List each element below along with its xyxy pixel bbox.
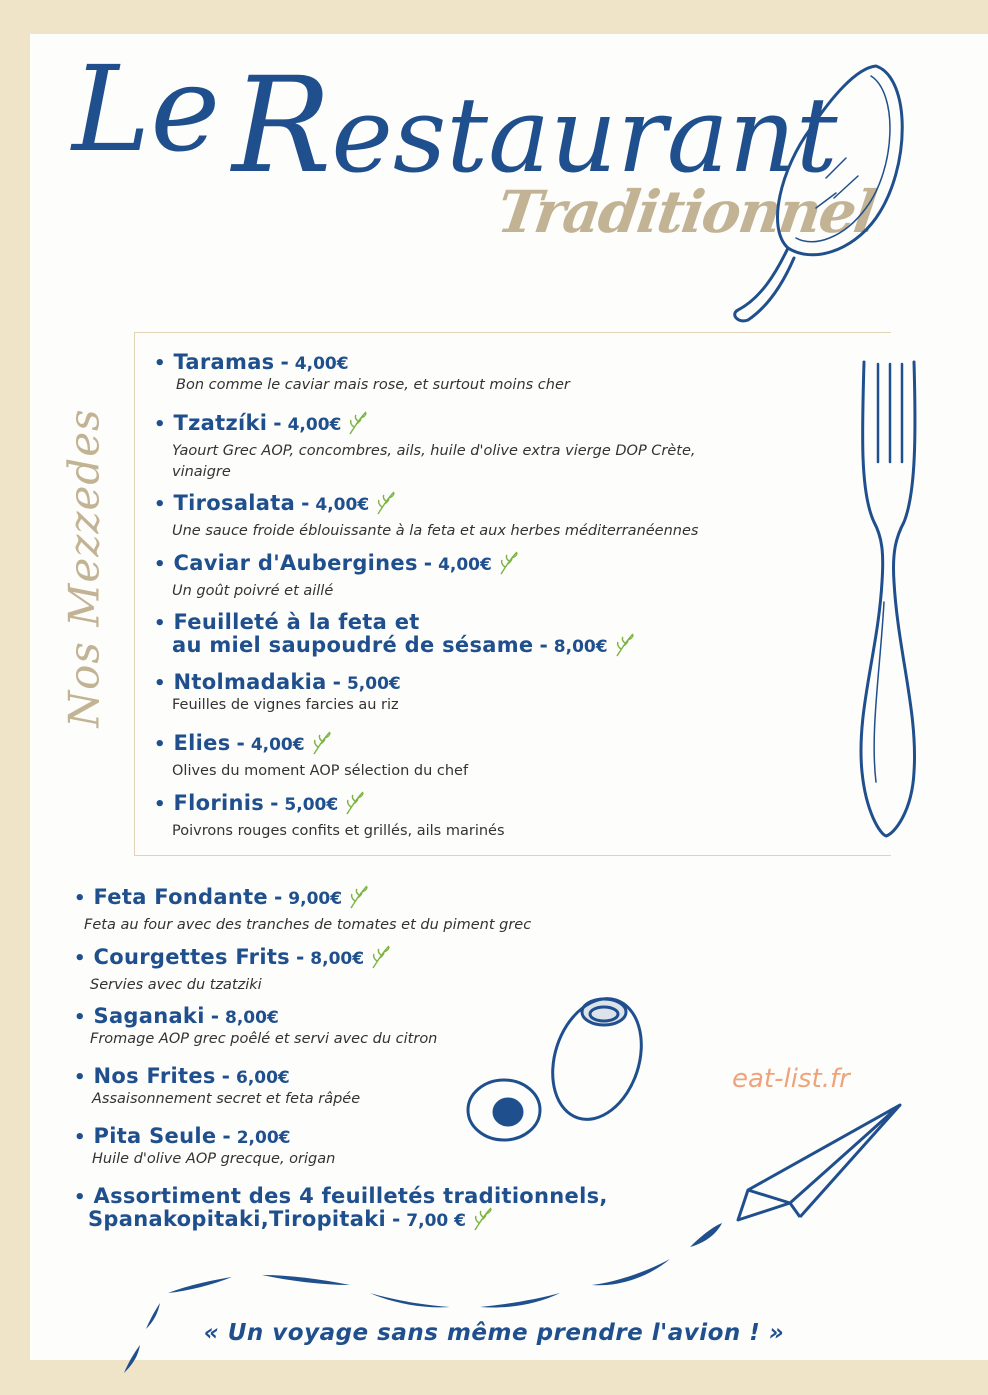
- item-name-cont: Spanakopitaki,Tiropitaki: [88, 1207, 386, 1231]
- item-name: Taramas: [173, 350, 275, 374]
- paper-plane-illustration: [0, 1095, 988, 1395]
- item-name: Saganaki: [93, 1004, 205, 1028]
- bullet: •: [154, 353, 166, 374]
- item-description: Huile d'olive AOP grecque, origan: [92, 1151, 336, 1167]
- menu-item: [154, 610, 636, 662]
- item-description-cont: vinaigre: [172, 464, 231, 480]
- menu-item: [154, 410, 696, 482]
- item-description: Feta au four avec des tranches de tomates et du piment grec: [84, 917, 532, 933]
- item-description: Olives du moment AOP sélection du chef: [172, 763, 469, 779]
- dash: -: [270, 791, 279, 815]
- vegetarian-leaf-icon: [344, 790, 366, 820]
- spoon-illustration: [726, 58, 916, 328]
- item-name: Feta Fondante: [93, 885, 268, 909]
- dash: -: [222, 1124, 231, 1148]
- subtitle-traditionnel: Traditionnel: [493, 178, 880, 246]
- bullet: •: [74, 1187, 86, 1208]
- item-price: 7,00 €: [406, 1211, 466, 1231]
- item-description: Bon comme le caviar mais rose, et surtout moins cher: [176, 377, 570, 393]
- menu-item: [154, 730, 468, 781]
- item-price: 4,00€: [250, 735, 305, 755]
- bullet: •: [154, 734, 166, 755]
- bullet: •: [154, 414, 166, 435]
- item-name: Nos Frites: [93, 1064, 216, 1088]
- tagline: « Un voyage sans même prendre l'avion ! »: [203, 1320, 785, 1346]
- item-price: 8,00€: [225, 1008, 279, 1028]
- bullet: •: [154, 554, 166, 575]
- menu-item: [154, 670, 401, 715]
- dash: -: [210, 1004, 220, 1028]
- vegetarian-leaf-icon: [375, 490, 397, 520]
- item-name: Florinis: [173, 791, 265, 815]
- item-description: Fromage AOP grec poêlé et servi avec du citron: [90, 1031, 438, 1047]
- title-restaurant-rest: estaurant: [331, 74, 838, 196]
- menu-item: [74, 884, 531, 935]
- menu-item: [154, 550, 520, 601]
- item-price: 5,00€: [284, 795, 339, 815]
- title-le: Le: [72, 40, 221, 178]
- dash: -: [332, 670, 341, 694]
- item-name: Feuilleté à la feta et: [173, 610, 420, 634]
- vegetarian-leaf-icon: [370, 944, 392, 974]
- bullet: •: [154, 794, 166, 815]
- section-label-mezzedes: Nos Mezzedes: [59, 408, 109, 728]
- item-name: Ntolmadakia: [173, 670, 327, 694]
- dash: -: [236, 731, 245, 755]
- watermark-eat-list: eat-list.fr: [732, 1064, 850, 1094]
- bullet: •: [74, 888, 86, 909]
- item-name: Tzatzíki: [173, 411, 268, 435]
- vegetarian-leaf-icon: [498, 550, 520, 580]
- item-name-cont: au miel saupoudré de sésame: [172, 633, 534, 657]
- item-description: Assaisonnement secret et feta râpée: [92, 1091, 361, 1107]
- bullet: •: [74, 1127, 86, 1148]
- item-price: 6,00€: [235, 1068, 290, 1088]
- dash: -: [539, 633, 548, 657]
- menu-item: [154, 790, 505, 841]
- item-description: Poivrons rouges confits et grillés, ails marinés: [172, 823, 505, 839]
- item-name: Assortiment des 4 feuilletés traditionnels,: [93, 1184, 608, 1208]
- item-name: Courgettes Frits: [93, 945, 290, 969]
- vegetarian-leaf-icon: [348, 884, 370, 914]
- item-price: 5,00€: [346, 674, 401, 694]
- menu-item: [74, 1004, 437, 1049]
- menu-item: [154, 350, 570, 395]
- dash: -: [273, 885, 283, 909]
- item-description: Un goût poivré et aillé: [172, 583, 334, 599]
- item-description: Feuilles de vignes farcies au riz: [172, 697, 399, 713]
- item-price: 2,00€: [236, 1128, 291, 1148]
- bullet: •: [74, 1007, 86, 1028]
- bullet: •: [74, 948, 86, 969]
- menu-item: [154, 490, 698, 541]
- item-price: 4,00€: [287, 415, 342, 435]
- item-name: Pita Seule: [93, 1124, 217, 1148]
- dash: -: [273, 411, 282, 435]
- item-price: 9,00€: [288, 889, 343, 909]
- bullet: •: [154, 673, 166, 694]
- dash: -: [221, 1064, 230, 1088]
- bullet: •: [74, 1067, 86, 1088]
- item-price: 4,00€: [294, 354, 349, 374]
- item-description: Servies avec du tzatziki: [90, 977, 262, 993]
- dash: -: [391, 1207, 401, 1231]
- dash: -: [301, 491, 310, 515]
- vegetarian-leaf-icon: [347, 410, 369, 440]
- item-name: Elies: [173, 731, 231, 755]
- bullet: •: [154, 494, 166, 515]
- vegetarian-leaf-icon: [311, 730, 333, 760]
- item-name: Caviar d'Aubergines: [173, 551, 418, 575]
- item-name: Tirosalata: [173, 491, 296, 515]
- item-price: 4,00€: [315, 495, 370, 515]
- item-price: 8,00€: [553, 637, 608, 657]
- vegetarian-leaf-icon: [614, 632, 636, 662]
- title-restaurant-initial: R: [232, 49, 332, 203]
- dash: -: [280, 350, 289, 374]
- item-description: Une sauce froide éblouissante à la feta et aux herbes méditerranéennes: [172, 523, 699, 539]
- item-price: 4,00€: [438, 555, 492, 575]
- item-description: Yaourt Grec AOP, concombres, ails, huile d'olive extra vierge DOP Crète,: [172, 443, 696, 459]
- menu-item: [74, 944, 392, 995]
- bullet: •: [154, 613, 166, 634]
- dash: -: [295, 945, 305, 969]
- item-price: 8,00€: [310, 949, 365, 969]
- dash: -: [423, 551, 433, 575]
